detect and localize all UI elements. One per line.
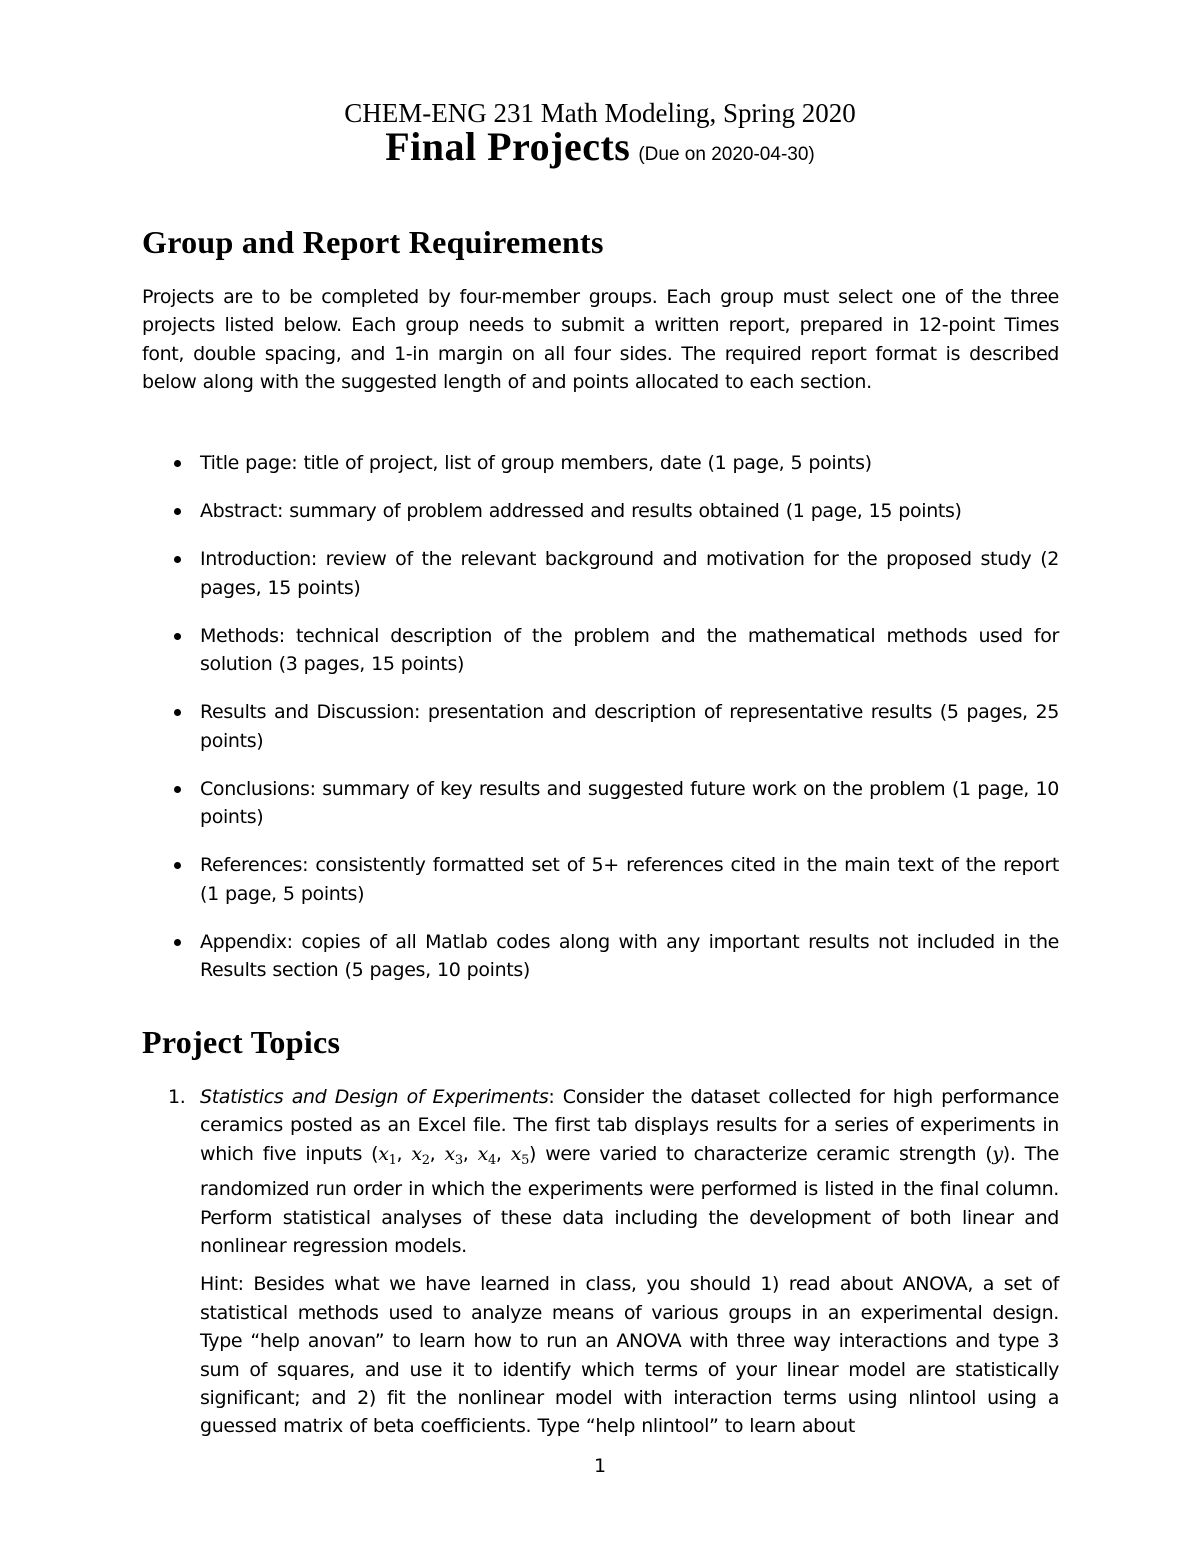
list-item: References: consistently formatted set of 5+ references cited in the main text of the report (1 page, 5 points) bbox=[142, 851, 1059, 908]
topic-title: Statistics and Design of Experiments bbox=[200, 1086, 549, 1108]
math-var: $x_3$ bbox=[444, 1142, 463, 1168]
math-var: $x_5$ bbox=[510, 1142, 530, 1168]
bullet-icon bbox=[174, 786, 181, 793]
bullet-icon bbox=[174, 508, 181, 515]
math-var: $x_2$ bbox=[411, 1142, 430, 1168]
project-topics-list bbox=[142, 1083, 1059, 1441]
list-item: Results and Discussion: presentation and description of representative results (5 pages, 25 points) bbox=[142, 698, 1059, 755]
list-item: Abstract: summary of problem addressed and results obtained (1 page, 15 points) bbox=[142, 497, 1059, 526]
report-format-list bbox=[142, 449, 1059, 1004]
bullet-icon bbox=[174, 460, 181, 467]
math-var: y bbox=[992, 1142, 1003, 1165]
topic-number: 1. bbox=[168, 1086, 186, 1108]
bullet-icon bbox=[174, 709, 181, 716]
topic-item bbox=[142, 1083, 1059, 1441]
list-item: Methods: technical description of the problem and the mathematical methods used for solution (3 pages, 15 points) bbox=[142, 622, 1059, 679]
section-heading-topics: Project Topics bbox=[142, 1024, 341, 1060]
topic-hint: Hint: Besides what we have learned in class, you should 1) read about ANOVA, a set of statistical methods used to analyze means of various groups in an experimental design. Type “help anovan” to learn how to run an ANOVA with three way interactions and type 3 sum of squares, and use it to identify which terms of your linear model are statistically significant; and 2) fit the nonlinear model with interaction terms using nlintool using a guessed matrix of beta coefficients. Type “help nlintool” to learn about bbox=[200, 1273, 1059, 1438]
document-title: Final Projects bbox=[385, 124, 631, 169]
list-item: Appendix: copies of all Matlab codes along with any important results not included in the Results section (5 pages, 10 points) bbox=[142, 928, 1059, 985]
list-item: Introduction: review of the relevant background and motivation for the proposed study (2 pages, 15 points) bbox=[142, 545, 1059, 602]
bullet-icon bbox=[174, 556, 181, 563]
due-date: (Due on 2020-04-30) bbox=[638, 144, 815, 165]
document-title-line bbox=[0, 124, 1200, 178]
course-title: CHEM-ENG 231 Math Modeling, Spring 2020 bbox=[344, 98, 856, 128]
requirements-intro-paragraph: Projects are to be completed by four-member groups. Each group must select one of the three projects listed below. Each group needs to submit a written report, prepared in 12-point Times font, double spacing, and 1-in margin on all four sides. The required report format is described below along with the suggested length of and points allocated to each section. bbox=[142, 286, 1059, 394]
section-heading-requirements: Group and Report Requirements bbox=[142, 224, 604, 260]
bullet-icon bbox=[174, 633, 181, 640]
bullet-icon bbox=[174, 939, 181, 946]
page-number: 1 bbox=[593, 1455, 607, 1477]
math-var: $x_1$ bbox=[378, 1142, 397, 1168]
bullet-icon bbox=[174, 862, 181, 869]
list-item: Conclusions: summary of key results and suggested future work on the problem (1 page, 10 points) bbox=[142, 775, 1059, 832]
topic-description: Statistics and Design of Experiments: Consider the dataset collected for high performance ceramics posted as an Excel file. The first tab displays results for a series of experiments in which five inputs ($x_1$, $x_2$, $x_3$, $x_4$, $x_5$) were varied to characterize ceramic strength (y). The randomized run order in which the experiments were performed is listed in the final column. Perform statistical analyses of these data including the development of both linear and nonlinear regression models. bbox=[200, 1086, 1060, 1258]
math-var: $x_4$ bbox=[477, 1142, 496, 1168]
list-item: Title page: title of project, list of group members, date (1 page, 5 points) bbox=[142, 449, 1059, 478]
